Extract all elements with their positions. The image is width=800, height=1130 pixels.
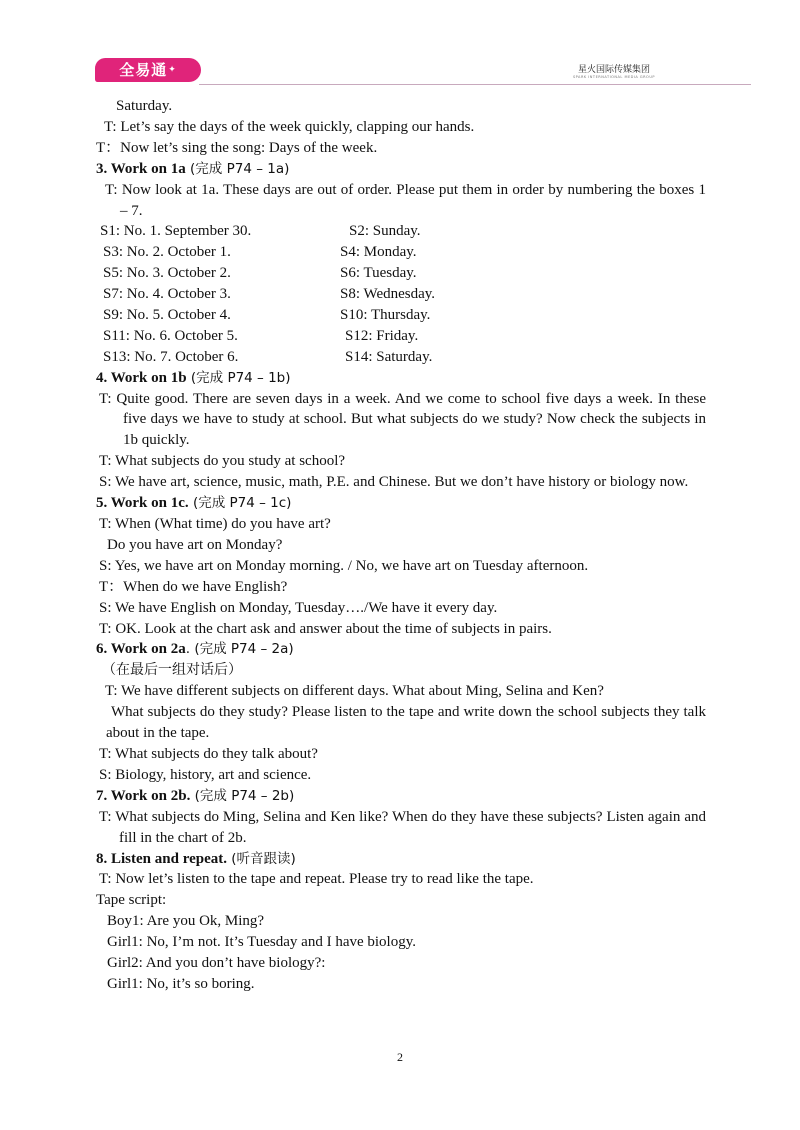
text-line: Girl2: And you don’t have biology?: (107, 955, 326, 972)
paragraph: T: Quite good. There are seven days in a week. And we come to school five days a week. In these five days we have to study at school. But what subjects do we study? Now check the subjects in 1b quickly. (99, 390, 706, 449)
section-note: (完成 P74 – 2b) (190, 787, 295, 804)
answer-right: S14: Saturday. (345, 348, 433, 365)
answer-left: S7: No. 4. October 3. (103, 286, 231, 303)
section-heading (96, 849, 706, 870)
paragraph: S: We have art, science, music, math, P.E. and Chinese. But we don’t have history or biology now. (99, 474, 689, 491)
answer-right: S2: Sunday. (349, 223, 421, 240)
text-line: T: Let’s say the days of the week quickly, clapping our hands. (104, 118, 475, 135)
document-body (96, 96, 706, 995)
text-line: S: We have English on Monday, Tuesday…./We have it every day. (99, 599, 498, 616)
section-heading (96, 368, 706, 389)
text-line: T: We have different subjects on different days. What about Ming, Selina and Ken? (105, 683, 604, 700)
section-heading (96, 159, 706, 180)
answer-left: S3: No. 2. October 1. (103, 244, 231, 261)
page-header (95, 56, 705, 86)
answer-row (96, 221, 706, 242)
answer-right: S12: Friday. (345, 327, 419, 344)
text-line: S: Yes, we have art on Monday morning. / No, we have art on Tuesday afternoon. (99, 557, 589, 574)
section-note: (听音跟读) (226, 850, 296, 867)
text-line: Do you have art on Monday? (107, 536, 283, 553)
answer-left: S13: No. 7. October 6. (103, 348, 239, 365)
text-line: Saturday. (116, 98, 173, 114)
section-heading (96, 639, 706, 660)
text-line: Girl1: No, I’m not. It’s Tuesday and I have biology. (107, 934, 417, 951)
text-line: T：Now let’s sing the song: Days of the week. (96, 139, 378, 156)
section-title: 8. Listen and repeat. (96, 850, 227, 867)
answer-row (96, 347, 706, 368)
section-title: 5. Work on 1c. (96, 495, 189, 512)
header-divider (199, 84, 751, 85)
answer-left: S11: No. 6. October 5. (103, 327, 238, 344)
section-title: 3. Work on 1a (96, 160, 186, 177)
section-note: . (完成 P74 – 2a) (185, 641, 294, 658)
answer-right: S8: Wednesday. (340, 286, 436, 303)
logo-text: 全易通 (119, 61, 168, 79)
answer-right: S4: Monday. (340, 244, 417, 261)
text-line: T: Now let’s listen to the tape and repeat. Please try to read like the tape. (99, 871, 534, 888)
section-note: (完成 P74 – 1a) (185, 160, 290, 177)
answer-row (96, 242, 706, 263)
paragraph: T: What subjects do Ming, Selina and Ken like? When do they have these subjects? Listen again and fill in the chart of 2b. (99, 808, 706, 846)
sparkle-icon: ✦ (168, 65, 177, 75)
page-number: 2 (397, 1050, 403, 1064)
section-heading (96, 493, 706, 514)
brand-logo (95, 58, 201, 82)
section-note: (完成 P74 – 1b) (186, 369, 291, 386)
text-line: T：When do we have English? (99, 578, 288, 595)
text-line: T: OK. Look at the chart ask and answer about the time of subjects in pairs. (99, 620, 552, 637)
answer-right: S6: Tuesday. (340, 265, 417, 282)
answer-left: S1: No. 1. September 30. (100, 223, 252, 240)
text-line: Tape script: (96, 892, 167, 909)
answer-list (96, 221, 706, 367)
text-line: （在最后一组对话后） (102, 662, 242, 679)
answer-row (96, 305, 706, 326)
text-line: Girl1: No, it’s so boring. (107, 975, 255, 992)
section-note: (完成 P74 – 1c) (188, 495, 292, 512)
publisher-name: 星火国际传媒集团 (577, 65, 650, 75)
publisher-mark (573, 62, 655, 79)
text-line: Boy1: Are you Ok, Ming? (107, 913, 265, 930)
section-title: 7. Work on 2b. (96, 787, 191, 804)
answer-row (96, 326, 706, 347)
paragraph: T: Now look at 1a. These days are out of order. Please put them in order by numbering the boxes 1 – 7. (105, 181, 706, 219)
section-heading (96, 786, 706, 807)
section-title: 6. Work on 2a (96, 641, 186, 658)
text-line: T: What subjects do they talk about? (99, 745, 318, 762)
answer-left: S9: No. 5. October 4. (103, 307, 231, 323)
answer-left: S5: No. 3. October 2. (103, 265, 231, 282)
text-line: S: Biology, history, art and science. (99, 766, 312, 783)
text-line: T: When (What time) do you have art? (99, 516, 331, 533)
answer-right: S10: Thursday. (340, 307, 431, 323)
paragraph: What subjects do they study? Please listen to the tape and write down the school subjects they talk about in the tape. (106, 704, 706, 742)
section-title: 4. Work on 1b (96, 369, 187, 386)
answer-row (96, 263, 706, 284)
publisher-name-en: SPARK INTERNATIONAL MEDIA GROUP (572, 75, 655, 79)
text-line: T: What subjects do you study at school? (99, 453, 346, 470)
answer-row (96, 284, 706, 305)
